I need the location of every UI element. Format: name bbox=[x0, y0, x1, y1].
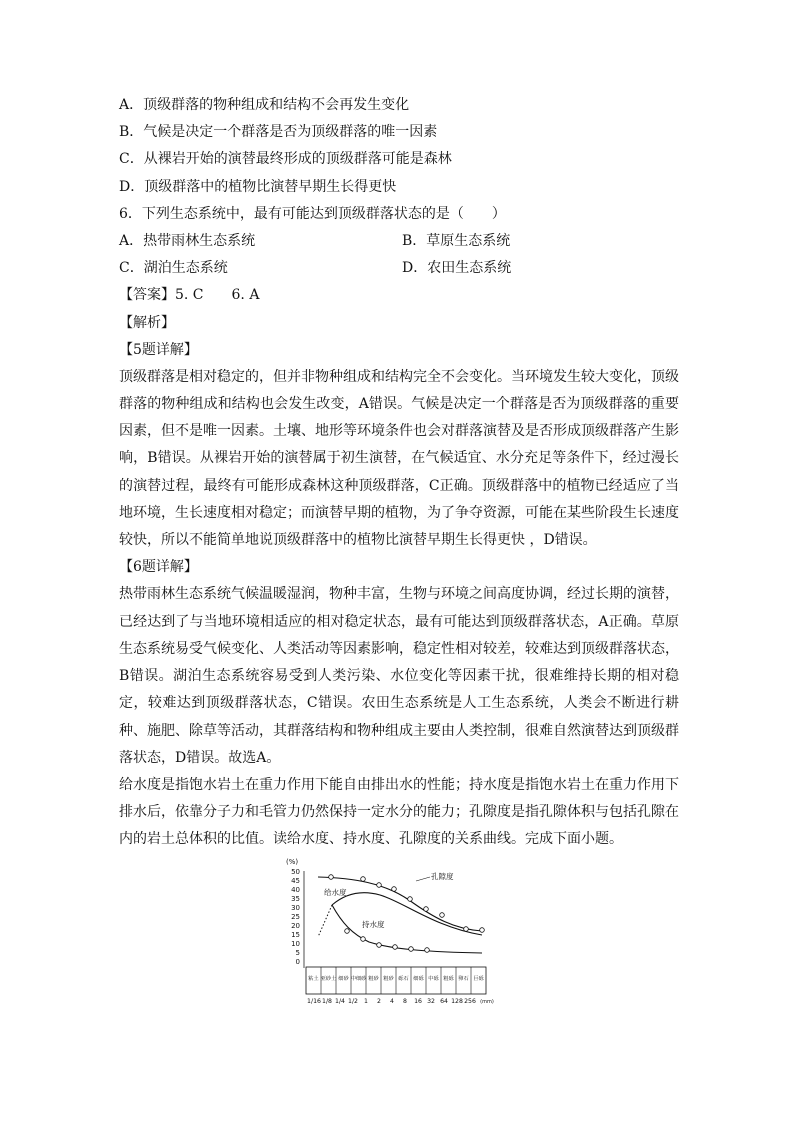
soil-type-label: 砾石 bbox=[398, 976, 409, 982]
porosity-point bbox=[361, 877, 366, 882]
retention-point bbox=[345, 929, 350, 934]
q5-explanation: 顶级群落是相对稳定的，但并非物种组成和结构完全不会变化。当环境发生较大变化，顶级群落的物种组成和结构也会发生改变，A错误。气候是决定一个群落是否为顶级群落的重要因素，但不是唯一因素。土壤、地形等环境条件也会对群落演替及是否形成顶级群落产生影响，B错误。从裸岩开始的演替属于初生演替，在气候适宜、水分充足等条件下，经过漫长的演替过程，最终有可能形成森林这种顶级群落，C正确。顶级群落中的植物已经适应了当地环境，生长速度相对稳定；而演替早期的植物，为了争夺资源，可能在某些阶段生长速度较快，所以不能简单地说顶级群落中的植物比演替早期生长得更快 ，D错误。 bbox=[119, 368, 679, 549]
q6-option-c: C．湖泊生态系统 bbox=[119, 260, 228, 277]
answer-line: 【答案】5. C 6. A bbox=[119, 287, 260, 304]
x-tick: 16 bbox=[414, 998, 422, 1005]
x-tick: 32 bbox=[427, 998, 435, 1005]
porosity-point bbox=[392, 887, 397, 892]
q5-option-d: D．顶级群落中的植物比演替早期生长得更快 bbox=[119, 178, 397, 195]
retention-point bbox=[393, 945, 398, 950]
y-tick: 0 bbox=[295, 958, 300, 966]
water-yield-chart bbox=[284, 855, 494, 1015]
soil-type-label: 亚砂土 bbox=[320, 976, 337, 982]
soil-type-label: 粗砾 bbox=[443, 976, 454, 982]
x-tick: 256 bbox=[464, 998, 476, 1005]
porosity-point bbox=[424, 907, 429, 912]
retention-label: 持水度 bbox=[362, 920, 385, 929]
porosity-label: 孔隙度 bbox=[431, 872, 454, 881]
yield-label: 给水度 bbox=[324, 888, 347, 897]
soil-type-label: 细砂 bbox=[338, 976, 349, 982]
porosity-point bbox=[408, 897, 413, 902]
soil-type-label: 细砾 bbox=[413, 976, 424, 982]
y-tick: 15 bbox=[291, 931, 300, 939]
x-axis-ticks bbox=[307, 998, 494, 1005]
y-tick: 20 bbox=[291, 922, 300, 930]
x-tick: 128 bbox=[451, 998, 463, 1005]
y-tick: 30 bbox=[291, 904, 300, 912]
porosity-points bbox=[329, 875, 485, 933]
q5-option-b: B．气候是决定一个群落是否为顶级群落的唯一因素 bbox=[119, 124, 438, 141]
y-tick: 45 bbox=[291, 877, 300, 885]
q6-options-row-2 bbox=[119, 255, 679, 282]
soil-type-strip bbox=[306, 967, 486, 994]
soil-type-label: 卵石 bbox=[458, 976, 469, 982]
question-intro: 给水度是指饱水岩土在重力作用下能自由排出水的性能；持水度是指饱水岩土在重力作用下排水后，依靠分子力和毛管力仍然保持一定水分的能力；孔隙度是指孔隙体积与包括孔隙在内的岩土总体积的比值。读给水度、持水度、孔隙度的关系曲线。完成下面小题。 bbox=[119, 776, 679, 848]
x-tick: 1/8 bbox=[322, 998, 332, 1005]
retention-point bbox=[409, 947, 414, 952]
retention-point bbox=[361, 937, 366, 942]
y-tick: 10 bbox=[291, 940, 300, 948]
q6-options-row-1 bbox=[119, 228, 679, 255]
q6-option-b: B．草原生态系统 bbox=[402, 232, 511, 249]
retention-point bbox=[377, 943, 382, 948]
x-tick: 1/2 bbox=[348, 998, 358, 1005]
soil-type-label: 中砾 bbox=[428, 976, 439, 982]
porosity-point bbox=[440, 913, 445, 918]
document-page bbox=[119, 92, 679, 854]
chart-svg bbox=[284, 855, 494, 1015]
yield-dotted-segment bbox=[318, 905, 332, 937]
q6-option-a: A．热带雨林生态系统 bbox=[119, 232, 256, 249]
x-tick: 4 bbox=[390, 998, 394, 1005]
x-unit-label: (mm) bbox=[480, 999, 494, 1005]
q6-option-d: D．农田生态系统 bbox=[402, 260, 512, 277]
y-tick: 40 bbox=[291, 886, 300, 894]
x-tick: 2 bbox=[377, 998, 381, 1005]
y-unit-label: (%) bbox=[286, 858, 299, 866]
soil-type-label: 粘土 bbox=[308, 976, 319, 982]
porosity-point bbox=[480, 928, 485, 933]
retention-points bbox=[345, 929, 430, 953]
analysis-heading: 【解析】 bbox=[119, 314, 175, 331]
porosity-point bbox=[329, 875, 334, 880]
y-tick: 50 bbox=[291, 868, 300, 876]
y-axis bbox=[291, 868, 304, 968]
soil-type-label: 中细砂 bbox=[350, 976, 367, 982]
q5-option-a: A．顶级群落的物种组成和结构不会再发生变化 bbox=[119, 97, 410, 113]
retention-curve bbox=[332, 905, 482, 953]
porosity-point bbox=[464, 927, 469, 932]
q6-stem: 6．下列生态系统中，最有可能达到顶级群落状态的是（ ） bbox=[119, 205, 506, 222]
x-tick: 1 bbox=[364, 998, 368, 1005]
q5-heading: 【5题详解】 bbox=[119, 341, 198, 358]
soil-type-label: 粗砂 bbox=[368, 976, 379, 982]
y-tick: 5 bbox=[295, 949, 300, 957]
y-tick: 35 bbox=[291, 895, 300, 903]
soil-type-label: 巨砾 bbox=[473, 976, 484, 982]
q5-option-c: C．从裸岩开始的演替最终形成的顶级群落可能是森林 bbox=[119, 151, 452, 168]
q6-heading: 【6题详解】 bbox=[119, 559, 198, 576]
x-tick: 1/4 bbox=[335, 998, 345, 1005]
retention-point bbox=[425, 948, 430, 953]
x-tick: 1/16 bbox=[307, 998, 321, 1005]
x-tick: 64 bbox=[440, 998, 448, 1005]
x-tick: 8 bbox=[403, 998, 407, 1005]
y-tick: 25 bbox=[291, 913, 300, 921]
q6-explanation: 热带雨林生态系统气候温暖湿润，物种丰富，生物与环境之间高度协调，经过长期的演替，已经达到了与当地环境相适应的相对稳定状态，最有可能达到顶级群落状态，A正确。草原生态系统易受气候变化、人类活动等因素影响，稳定性相对较差，较难达到顶级群落状态，B错误。湖泊生态系统容易受到人类污染、水位变化等因素干扰，很难维持长期的相对稳定，较难达到顶级群落状态，C错误。农田生态系统是人工生态系统，人类会不断进行耕种、施肥、除草等活动，其群落结构和物种组成主要由人类控制，很难自然演替达到顶级群落状态，D错误。故选A。 bbox=[119, 586, 679, 766]
porosity-point bbox=[377, 883, 382, 888]
soil-type-label: 粗砂 bbox=[383, 976, 394, 982]
